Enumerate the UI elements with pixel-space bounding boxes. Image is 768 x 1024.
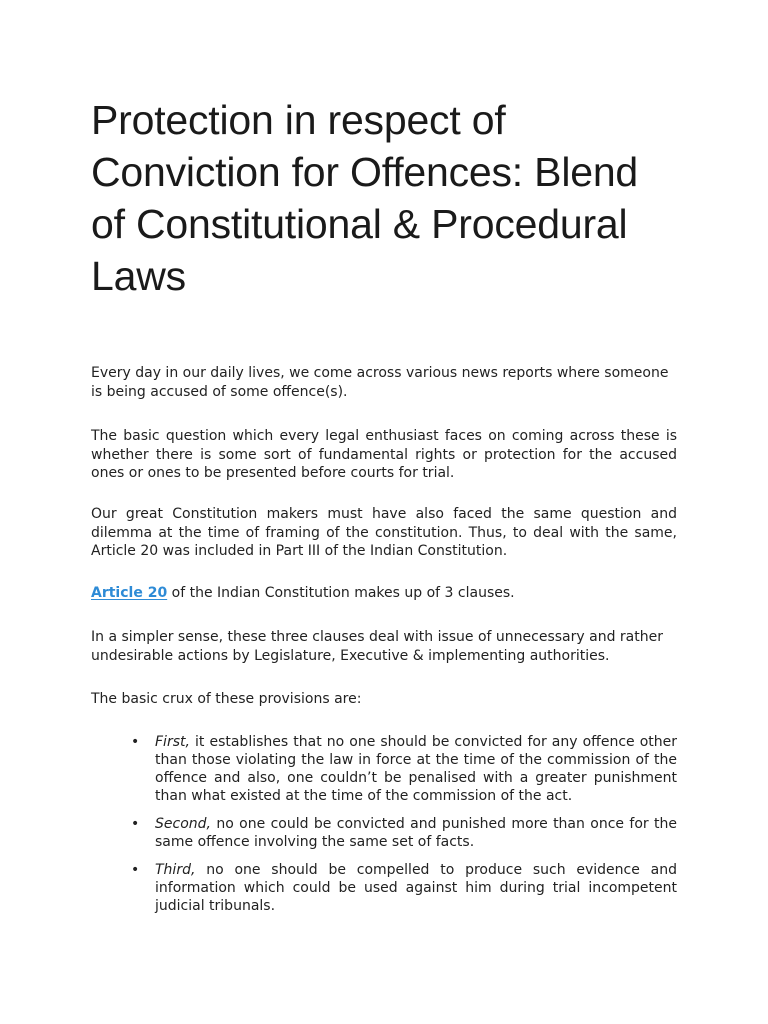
paragraph-article-20 [91, 584, 677, 603]
bullet-lead: First, [155, 734, 190, 750]
list-item-second [91, 815, 677, 851]
bullet-text: no one could be convicted and punished more than once for the same offence involving the same set of facts. [155, 816, 677, 850]
bullet-text: it establishes that no one should be convicted for any offence other than those violating the law in force at the time of the commission of the offence and also, one couldn’t be penalised with a greater punishment than what existed at the time of the commission of the act. [155, 734, 677, 804]
list-item-first [91, 733, 677, 805]
bullet-lead: Second, [155, 816, 211, 832]
paragraph-basic-question: The basic question which every legal enthusiast faces on coming across these is whether there is some sort of fundamental rights or protection for the accused ones or ones to be presented before courts for trial. [91, 428, 677, 481]
bullet-lead: Third, [155, 862, 196, 878]
paragraph-article-20-text: of the Indian Constitution makes up of 3 clauses. [167, 585, 515, 601]
list-item-third [91, 861, 677, 915]
bullet-dot-icon: • [131, 862, 140, 878]
bullet-text: no one should be compelled to produce such evidence and information which could be used against him during trial incompetent judicial tribunals. [155, 862, 677, 914]
paragraph-simpler-sense: In a simpler sense, these three clauses deal with issue of unnecessary and rather undesirable actions by Legislature, Executive & implementing authorities. [91, 629, 663, 664]
bullet-dot-icon: • [131, 734, 140, 750]
article-20-link[interactable]: Article 20 [91, 585, 168, 601]
page-title: Protection in respect of Conviction for Offences: Blend of Constitutional & Procedural Laws [91, 97, 639, 299]
paragraph-constitution-makers: Our great Constitution makers must have also faced the same question and dilemma at the time of framing of the constitution. Thus, to deal with the same, Article 20 was included in Part III of the Indian Constitution. [91, 506, 677, 559]
clauses-list [91, 733, 677, 915]
paragraph-crux: The basic crux of these provisions are: [91, 691, 362, 707]
bullet-dot-icon: • [131, 816, 140, 832]
paragraph-intro: Every day in our daily lives, we come across various news reports where someone is being accused of some offence(s). [91, 365, 669, 400]
